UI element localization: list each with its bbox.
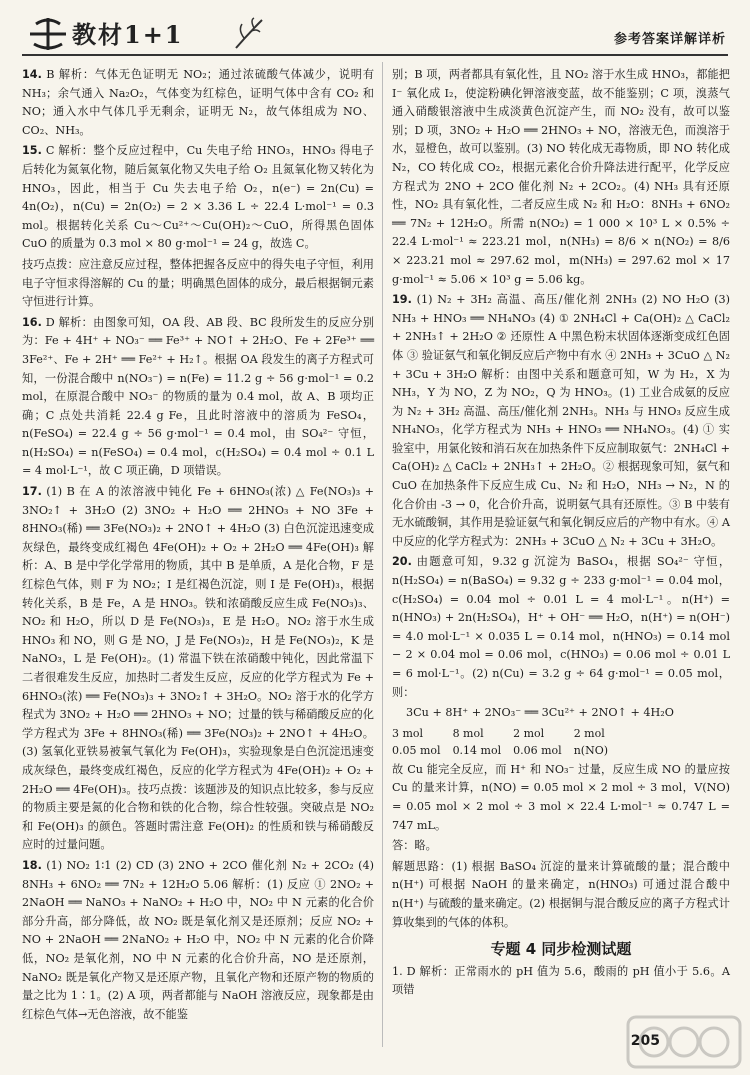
page-header bbox=[22, 14, 728, 56]
table-row bbox=[392, 725, 620, 742]
answer-text: D 解析：由图象可知，OA 段、AB 段、BC 段所发生的反应分别为：Fe + 4H⁺ + NO₃⁻ ══ Fe³⁺ + NO↑ + 2H₂O、Fe + 2Fe³⁺ ══ 3Fe²⁺、Fe + 2H⁺ ══ Fe²⁺ + H₂↑。根据 OA 段发生的离子方程式可知，一份混合酸中 n(NO₃⁻) = n(Fe) = 11.2 g ÷ 56 g·mol⁻¹ = 0.2 mol，在原混合酸中 NO₃⁻ 的物质的量为 0.4 mol，故 A、B 项均正确；C 点处共消耗 22.4 g Fe，且此时溶液中的溶质为 FeSO₄，n(FeSO₄) = 22.4 g ÷ 56 g·mol⁻¹ = 0.4 mol，由 SO₄²⁻ 守恒，n(H₂SO₄) = n(FeSO₄) = 0.4 mol，c(H₂SO₄) = 0.4 mol ÷ 0.1 L = 4 mol·L⁻¹，故 C 项正确，D 项错误。 bbox=[22, 315, 374, 478]
page-number: 205 bbox=[630, 1033, 660, 1049]
answer-continuation bbox=[392, 66, 730, 289]
tip-item bbox=[22, 256, 374, 312]
answer-item bbox=[22, 66, 374, 140]
answer-text: 故 Cu 能完全反应，而 H⁺ 和 NO₃⁻ 过量，反应生成 NO 的量应按 Cu 的量来计算，n(NO) = 0.05 mol × 2 mol ÷ 3 mol，V(NO) = 0.05 mol × 2 mol ÷ 3 mol × 22.4 L·mol⁻¹ ≈ 0.747 L = 747 mL。 bbox=[392, 762, 730, 832]
watermark-icon bbox=[624, 1013, 744, 1071]
answer-text: (1) B 在 A 的浓溶液中钝化 Fe + 6HNO₃(浓) △ Fe(NO₃)₃ + 3NO₂↑ + 3H₂O (2) 3NO₂ + H₂O ══ 2HNO₃ + NO 3Fe + 8HNO₃(稀) ══ 3Fe(NO₃)₂ + 2NO↑ + 4H₂O (3) 白色沉淀迅速变成灰绿色，最终变成红褐色 4Fe(OH)₂ + O₂ + 2H₂O ══ 4Fe(OH)₃ 解析：A、B 是中学化学常用的物质，其中 B 是单质，A 是化合物，F 是红棕色气体，则 F 为 NO₂；I 是红褐色沉淀，则 I 是 Fe(OH)₃，根据转化关系，B 是 Fe，A 是 HNO₃。铁和浓硝酸反应生成 Fe(NO₃)₃、NO₂ 和 H₂O，所以 D 是 Fe(NO₃)₃，E 是 H₂O。NO₂ 溶于水生成 HNO₃ 和 NO，则 G 是 NO，J 是 Fe(NO₃)₂，H 是 Fe(NO₃)₂，K 是 NaNO₃，L 是 Fe(OH)₂。(1) 常温下铁在浓硝酸中钝化，因此常温下二者很难发生反应，加热时二者发生反应，反应的化学方程式为 Fe + 6HNO₃(浓) ══ Fe(NO₃)₃ + 3NO₂↑ + 3H₂O。NO₂ 溶于水的化学方程式为 3NO₂ + H₂O ══ 2HNO₃ + NO；过量的铁与稀硝酸反应的化学方程式为 3Fe + 8HNO₃(稀) ══ 3Fe(NO₃)₂ + 2NO↑ + 4H₂O。(3) 氢氧化亚铁易被氧气氧化为 Fe(OH)₃，实验现象是白色沉淀迅速变成灰绿色，最终变成红褐色，反应的化学方程式为 4Fe(OH)₂ + O₂ + 2H₂O ══ 4Fe(OH)₃。技巧点拨：该题涉及的知识点比较多，参与反应的物质主要是氮的化合物和铁的化合物，综合性较强。突破点是 NO₂ 和 Fe(OH)₃ 的颜色。答题时需注意 Fe(OH)₂ 的性质和铁与稀硝酸反应时的过量问题。 bbox=[22, 485, 374, 852]
table-cell: 0.06 mol bbox=[513, 743, 562, 757]
question-number: 15. bbox=[22, 144, 42, 158]
question-number: 17. bbox=[22, 485, 42, 499]
logo-icon bbox=[26, 14, 70, 61]
answer-text: 解题思路：(1) 根据 BaSO₄ 沉淀的量来计算硫酸的量；混合酸中 n(H⁺) 可根据 NaOH 的量来确定，n(HNO₃) 可通过混合酸中 n(H⁺) 与硫酸的量来确定。(2) 根据铜与混合酸反应的离子方程式计算收集到的气体的体积。 bbox=[392, 859, 730, 929]
answer-item bbox=[22, 314, 374, 481]
table-cell: 8 mol bbox=[452, 726, 484, 740]
left-column bbox=[22, 66, 374, 1026]
brand-title: 教材1+1 bbox=[72, 20, 184, 49]
table-cell: 0.14 mol bbox=[452, 743, 502, 757]
answer-item bbox=[392, 291, 730, 551]
sprig-icon bbox=[232, 16, 268, 50]
solution-idea bbox=[392, 858, 730, 932]
answer-item bbox=[392, 553, 730, 702]
answer-item bbox=[392, 963, 730, 1000]
answer-text: 由题意可知，9.32 g 沉淀为 BaSO₄，根据 SO₄²⁻ 守恒，n(H₂SO₄) = n(BaSO₄) = 9.32 g ÷ 233 g·mol⁻¹ = 0.04 mol，c(H₂SO₄) = 0.04 mol ÷ 0.01 L = 4 mol·L⁻¹。n(H⁺) = n(HNO₃) + 2n(H₂SO₄)，H⁺ + OH⁻ ══ H₂O，n(H⁺) = n(OH⁻) = 4.0 mol·L⁻¹ × 0.035 L = 0.14 mol，n(HNO₃) = 0.14 mol − 2 × 0.04 mol = 0.06 mol，c(HNO₃) = 0.06 mol ÷ 0.01 L = 6 mol·L⁻¹。(2) n(Cu) = 3.2 g ÷ 64 g·mol⁻¹ = 0.05 mol，则： bbox=[392, 555, 731, 699]
answer-text: 答：略。 bbox=[392, 839, 437, 853]
equation-text: 3Cu + 8H⁺ + 2NO₃⁻ ══ 3Cu²⁺ + 2NO↑ + 4H₂O bbox=[406, 706, 674, 720]
header-section-label: 参考答案详解详析 bbox=[613, 32, 726, 47]
table-cell: 2 mol bbox=[513, 726, 545, 740]
answer-text: C 解析：整个反应过程中，Cu 失电子给 HNO₃，HNO₃ 得电子后转化为氮氧化物，随后氮氧化物又失电子给 O₂ 且氮氧化物又转化为 HNO₃，因此，相当于 Cu 失去电子给 O₂，n(e⁻) = 2n(Cu) = 4n(O₂)，n(Cu) = 2n(O₂) = 2 × 3.36 L ÷ 22.4 L·mol⁻¹ = 0.3 mol。根据转化关系 Cu～Cu²⁺～Cu(OH)₂～CuO，所得黑色固体 CuO 的质量为 0.3 mol × 80 g·mol⁻¹ = 24 g，故选 C。 bbox=[22, 144, 374, 251]
answer-continuation bbox=[392, 761, 730, 835]
answer-text: 1. D 解析：正常雨水的 pH 值为 5.6，酸雨的 pH 值小于 5.6。A 项错 bbox=[392, 964, 730, 997]
answer-item bbox=[22, 142, 374, 254]
answer-text: B 解析：气体无色证明无 NO₂；通过浓硫酸气体减少，说明有 NH₃；余气通入 Na₂O₂，气体变为红棕色，证明气体中含有 CO₂ 和 NO；通入水中气体几乎无剩余，证明无 N₂，故气体组成为 NO、CO₂、NH₃。 bbox=[22, 68, 375, 137]
column-divider bbox=[382, 62, 383, 1047]
answer-text: (1) NO₂ 1∶1 (2) CD (3) 2NO + 2CO 催化剂 N₂ + 2CO₂ (4) 8NH₃ + 6NO₂ ══ 7N₂ + 12H₂O 5.06 解析：(1) 反应 ① 2NO₂ + 2NaOH ══ NaNO₃ + NaNO₂ + H₂O 中，NO₂ 中 N 元素的化合价部分升高，部分降低，故 NO₂ 既是氧化剂又是还原剂；反应 NO₂ + NO + 2NaOH ══ 2NaNO₂ + H₂O 中，NO₂ 中 N 元素的化合价降低，NO₂ 是氧化剂，NO 中 N 元素的化合价升高，NO 是还原剂，NaNO₂ 既是氧化产物又是还原产物，且氧化产物和还原产物的物质的量之比为 1∶1。(2) A 项，两者都能与 NaOH 溶液反应，现象都是由红棕色气体→无色溶液，故不能鉴 bbox=[22, 858, 374, 1021]
table-cell: 3 mol bbox=[392, 726, 424, 740]
stoich-table bbox=[392, 725, 620, 759]
answer-text: (1) N₂ + 3H₂ 高温、高压/催化剂 2NH₃ (2) NO H₂O (3) NH₃ + HNO₃ ══ NH₄NO₃ (4) ① 2NH₄Cl + Ca(OH)₂ △ CaCl₂ + 2NH₃↑ + 2H₂O ② 还原性 A 中黑色粉末状固体逐渐变成红色固体 ③ 验证氨气和氧化铜反应后产物中有水 ④ 2NH₃ + 3CuO △ N₂ + 3Cu + 3H₂O 解析：由图中关系和题意可知，W 为 H₂，X 为 NH₃，Y 为 NO，Z 为 NO₂，Q 为 HNO₃。(1) 工业合成氨的反应为 N₂ + 3H₂ 高温、高压/催化剂 2NH₃。NH₃ 与 HNO₃ 反应生成 NH₄NO₃，化学方程式为 NH₃ + HNO₃ ══ NH₄NO₃。(4) ① 实验室中，用氯化铵和消石灰在加热条件下反应制取氨气：2NH₄Cl + Ca(OH)₂ △ CaCl₂ + 2NH₃↑ + 2H₂O。② 根据现象可知，氨气和 CuO 在加热条件下反应生成 Cu、N₂ 和 H₂O，NH₃ → N₂，N 的化合价由 -3 → 0，化合价升高，说明氨气具有还原性。③ B 中装有无水硫酸铜，其作用是验证氨气和氧化铜反应后的产物中有水。④ A 中反应的化学方程式为：2NH₃ + 3CuO △ N₂ + 3Cu + 3H₂O。 bbox=[392, 293, 730, 548]
reaction-equation bbox=[392, 704, 730, 723]
right-column bbox=[392, 66, 730, 1002]
question-number: 14. bbox=[22, 68, 42, 81]
question-number: 19. bbox=[392, 293, 412, 307]
question-number: 20. bbox=[392, 555, 412, 569]
table-cell: 2 mol bbox=[573, 726, 605, 740]
question-number: 16. bbox=[22, 315, 42, 329]
answer-text: 别；B 项，两者都具有氧化性，且 NO₂ 溶于水生成 HNO₃，都能把 I⁻ 氧化成 I₂，使淀粉碘化钾溶液变蓝，故不能鉴别；C 项，溴蒸气通入硝酸银溶液中生成淡黄色沉淀产生，而 NO₂ 没有，故可以鉴别；D 项，3NO₂ + H₂O ══ 2HNO₃ + NO，溶液无色，而溴溶于水，显橙色，故可以鉴别。(3) NO 转化成无毒物质，即 NO 转化成 N₂，CO 转化成 CO₂，根据元素化合价升降法进行配平，化学反应方程式为 2NO + 2CO 催化剂 N₂ + 2CO₂。(4) NH₃ 具有还原性，NO₂ 具有氧化性，二者反应生成 N₂ 和 H₂O：8NH₃ + 6NO₂ ══ 7N₂ + 12H₂O。所需 n(NO₂) = 1 000 × 10³ L × 0.5% ÷ 22.4 L·mol⁻¹ ≈ 223.21 mol，n(NH₃) = 8/6 × n(NO₂) = 8/6 × 223.21 mol ≈ 297.62 mol，m(NH₃) = 297.62 mol × 17 g·mol⁻¹ ≈ 5.06 × 10³ g = 5.06 kg。 bbox=[392, 68, 730, 286]
table-cell: 0.05 mol bbox=[392, 743, 441, 757]
section-title: 专题 4 同步检测试题 bbox=[490, 940, 632, 959]
table-cell: n(NO) bbox=[573, 743, 608, 757]
table-row bbox=[392, 742, 620, 759]
question-number: 18. bbox=[22, 858, 42, 872]
answer-item bbox=[22, 857, 374, 1024]
tip-text: 技巧点拨：应注意反应过程，整体把握各反应中的得失电子守恒，利用电子守恒求得溶解的 Cu 的量；明确黑色固体的成分，最后根据铜元素守恒进行计算。 bbox=[22, 257, 374, 309]
answer-item bbox=[22, 483, 374, 855]
answer-note bbox=[392, 837, 730, 856]
